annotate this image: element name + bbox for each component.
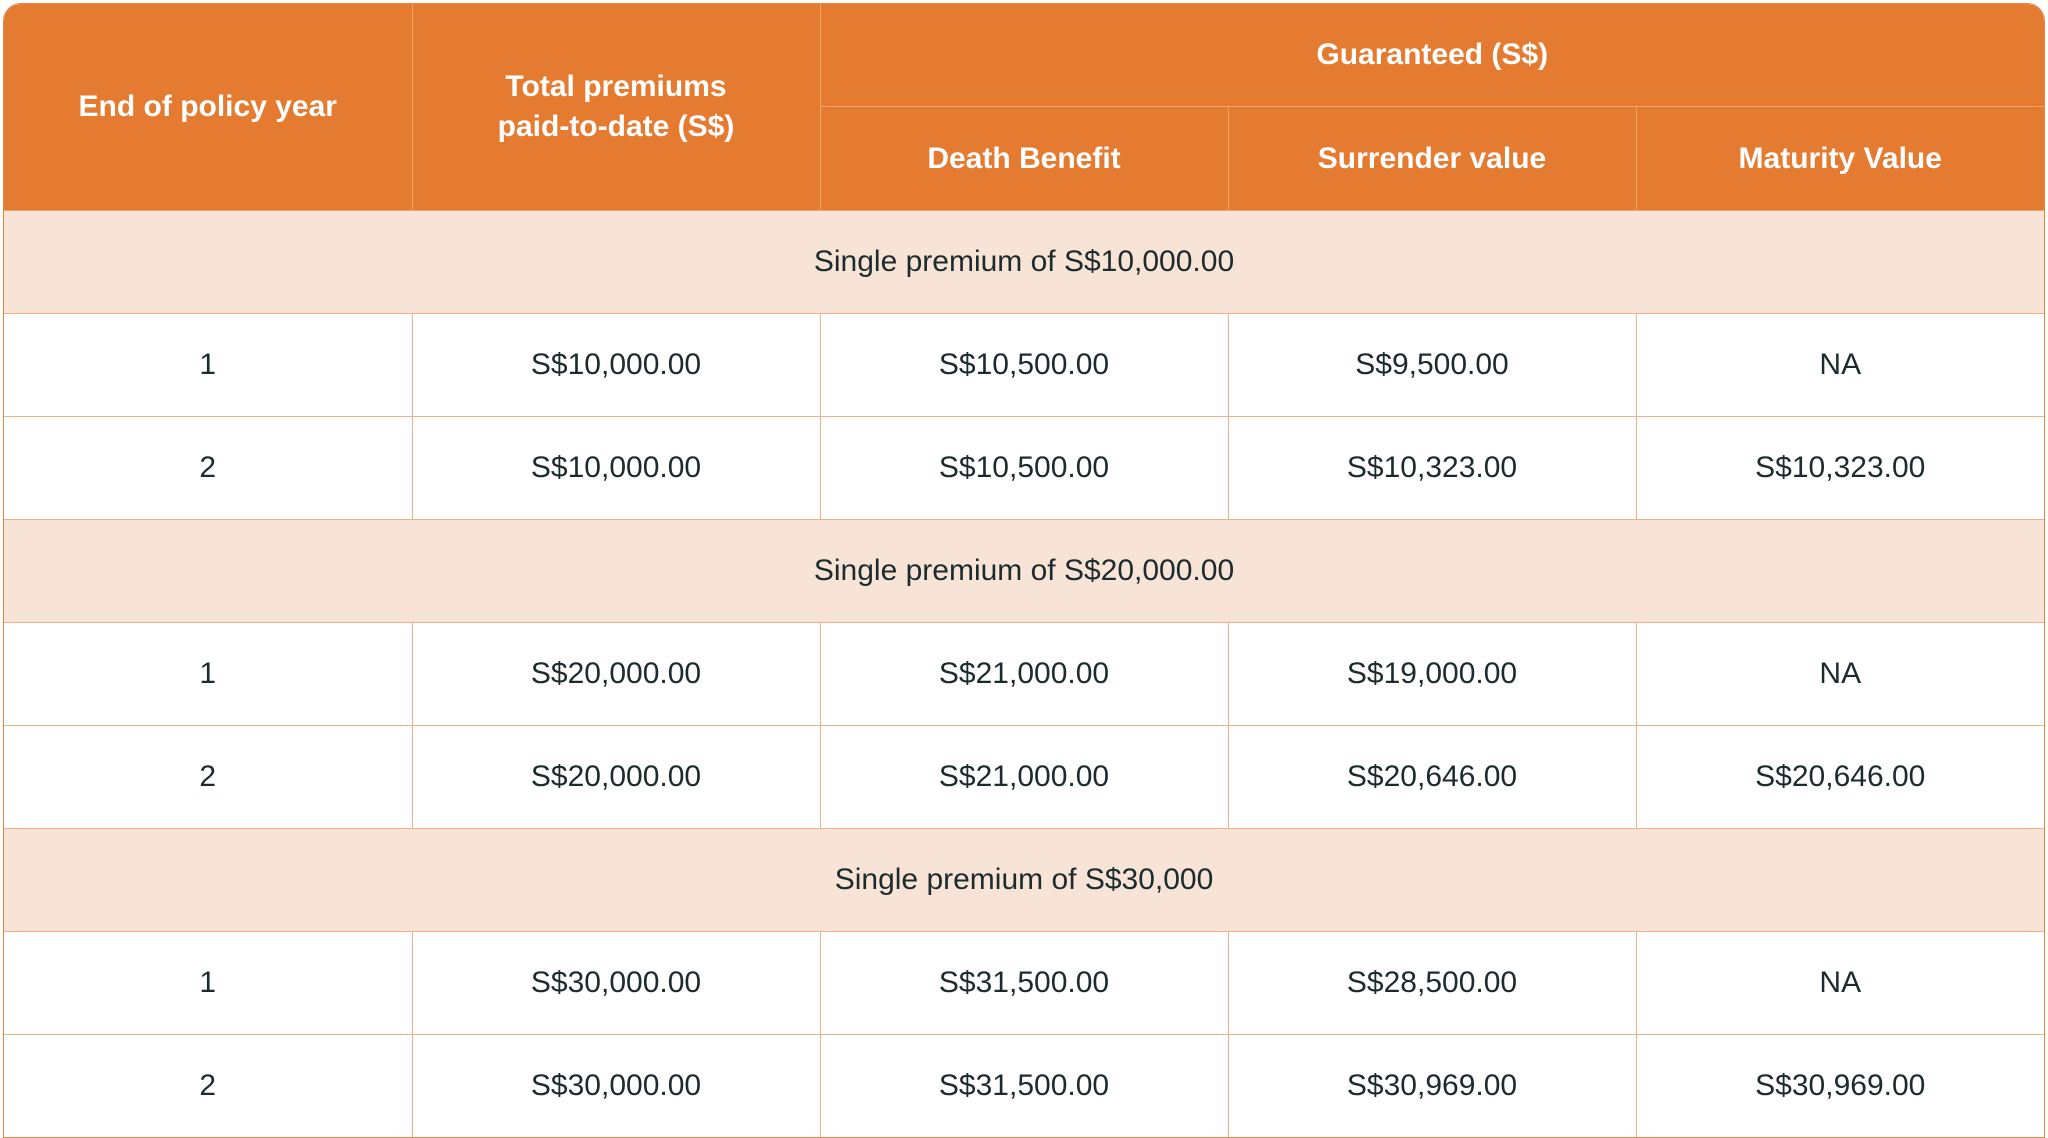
cell-death-benefit: S$31,500.00 [820,1035,1228,1138]
cell-maturity-value: S$10,323.00 [1636,417,2044,520]
cell-premiums: S$30,000.00 [412,932,820,1035]
cell-maturity-value: NA [1636,314,2044,417]
group-title: Single premium of S$20,000.00 [4,520,2044,623]
table-header [4,4,2044,211]
cell-surrender-value: S$19,000.00 [1228,623,1636,726]
cell-premiums: S$10,000.00 [412,314,820,417]
benefit-illustration-table-container [3,3,2045,1138]
table-row [4,1035,2044,1138]
cell-surrender-value: S$20,646.00 [1228,726,1636,829]
header-maturity-value: Maturity Value [1636,107,2044,211]
header-death-benefit: Death Benefit [820,107,1228,211]
cell-premiums: S$20,000.00 [412,726,820,829]
cell-year: 2 [4,726,412,829]
header-policy-year: End of policy year [4,4,412,211]
group-row [4,520,2044,623]
cell-surrender-value: S$10,323.00 [1228,417,1636,520]
header-surrender-value: Surrender value [1228,107,1636,211]
cell-year: 1 [4,932,412,1035]
cell-premiums: S$20,000.00 [412,623,820,726]
cell-premiums: S$10,000.00 [412,417,820,520]
group-row [4,829,2044,932]
table-body [4,211,2044,1138]
cell-death-benefit: S$10,500.00 [820,314,1228,417]
table-row [4,726,2044,829]
cell-year: 1 [4,314,412,417]
header-row [4,4,2044,107]
header-guaranteed: Guaranteed (S$) [820,4,2044,107]
benefit-illustration-table [4,4,2044,1138]
cell-death-benefit: S$10,500.00 [820,417,1228,520]
group-row [4,211,2044,314]
cell-death-benefit: S$21,000.00 [820,726,1228,829]
header-total-premiums-line2: paid-to-date (S$) [497,110,735,143]
cell-maturity-value: NA [1636,623,2044,726]
table-row [4,417,2044,520]
cell-surrender-value: S$28,500.00 [1228,932,1636,1035]
cell-death-benefit: S$21,000.00 [820,623,1228,726]
cell-surrender-value: S$30,969.00 [1228,1035,1636,1138]
group-title: Single premium of S$10,000.00 [4,211,2044,314]
cell-maturity-value: S$20,646.00 [1636,726,2044,829]
cell-maturity-value: S$30,969.00 [1636,1035,2044,1138]
cell-surrender-value: S$9,500.00 [1228,314,1636,417]
cell-death-benefit: S$31,500.00 [820,932,1228,1035]
table-row [4,314,2044,417]
cell-year: 2 [4,1035,412,1138]
header-total-premiums [412,4,820,211]
table-row [4,623,2044,726]
cell-year: 2 [4,417,412,520]
cell-year: 1 [4,623,412,726]
cell-maturity-value: NA [1636,932,2044,1035]
header-total-premiums-line1: Total premiums [505,70,727,103]
cell-premiums: S$30,000.00 [412,1035,820,1138]
table-row [4,932,2044,1035]
group-title: Single premium of S$30,000 [4,829,2044,932]
